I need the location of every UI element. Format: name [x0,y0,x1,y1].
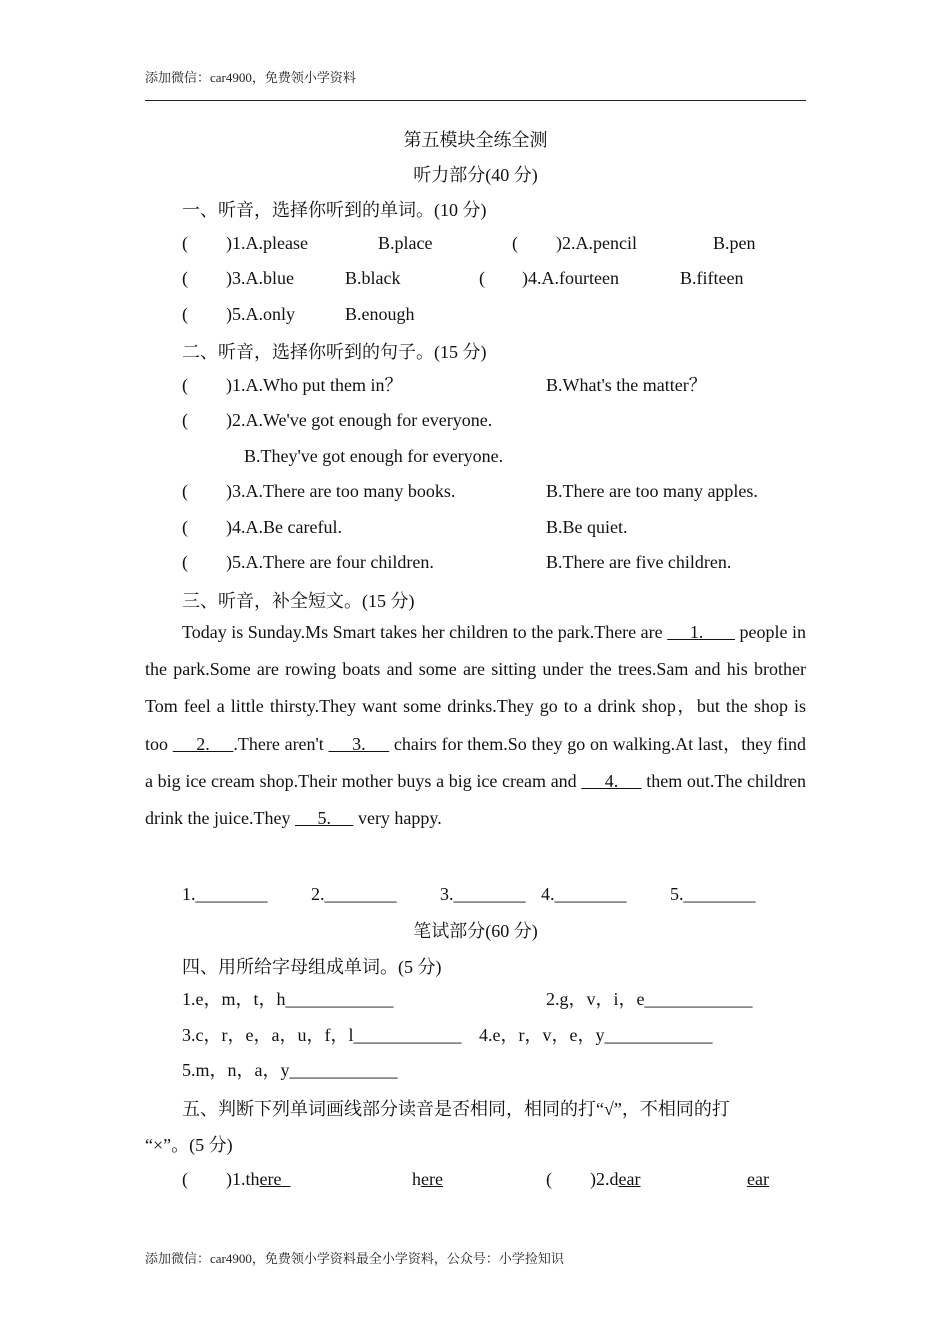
answer-5[interactable]: 5.________ [670,884,756,904]
cloze-passage [145,614,806,837]
answer-4[interactable]: 4.________ [541,884,627,904]
section-2-heading: 二、听音，选择你听到的句子。(15 分) [182,342,487,362]
s5-q1-underlined: ere [259,1169,291,1189]
passage-text-2: people in the park.Some are rowing boats and some are sitting under the trees.Sam and his brother Tom feel a little thirsty.They want some drinks.They go to a drink shop，but the shop is too [145,622,807,754]
s4-item-5[interactable]: 5.m，n，a，y____________ [182,1060,398,1080]
passage-text-3: .There aren't [233,733,329,754]
s1-row2-paren: ( [182,268,188,288]
s4-item-4[interactable]: 4.e，r，v，e，y____________ [479,1025,713,1045]
s2-row4-a: )4.A.Be careful. [226,517,342,537]
answer-2[interactable]: 2.________ [311,884,397,904]
s4-item-3[interactable]: 3.c，r，e，a，u，f，l____________ [182,1025,462,1045]
s2-row1-a: )1.A.Who put them in？ [226,375,403,395]
answer-3[interactable]: 3.________ [440,884,526,904]
s5-q1-word [412,1168,443,1190]
blank-2[interactable]: 2. [172,733,234,754]
s5-q1 [226,1168,290,1190]
s1-row2-b: B.black [345,268,401,288]
s1-row2-q: )3.A.blue [226,268,294,288]
s1-row1-paren: ( [182,233,188,253]
s5-q1-prefix: )1.th [226,1169,260,1189]
s4-item-1[interactable]: 1.e，m，t，h____________ [182,989,394,1009]
blank-1[interactable]: 1. [667,622,735,642]
s2-row4-b: B.Be quiet. [546,517,628,537]
s5-q2-word-underlined: ear [747,1169,769,1189]
s1-row1-b2: B.pen [713,233,756,253]
s4-item-2[interactable]: 2.g，v，i，e____________ [546,989,753,1009]
s2-row1-b: B.What's the matter？ [546,375,707,395]
s5-q2-paren: ( [546,1169,552,1189]
s5-q2 [590,1168,640,1190]
s2-row1-paren: ( [182,375,188,395]
s1-row3-b: B.enough [345,304,415,324]
s1-row1-q2: )2.A.pencil [556,233,637,253]
s5-q1-word-prefix: h [412,1169,421,1189]
section-5-heading-line2: “×”。(5 分) [145,1135,233,1155]
s2-row2-b: B.They've got enough for everyone. [244,446,504,466]
s5-q1-paren: ( [182,1169,188,1189]
writing-heading: 笔试部分(60 分) [413,921,538,941]
s1-row1-q: )1.A.please [226,233,308,253]
s5-q2-word [747,1168,769,1190]
s2-row3-paren: ( [182,481,188,501]
s1-row1-paren2: ( [512,233,518,253]
passage-text-1: Today is Sunday.Ms Smart takes her children to the park.There are [182,622,663,642]
s2-row5-paren: ( [182,552,188,572]
s1-row3-paren: ( [182,304,188,324]
s5-q2-underlined: ear [618,1169,641,1189]
passage-text-4: chairs for them.So they go on walking.At last，they find a big ice cream shop.Their mother buys a big ice cream and [145,733,806,791]
answer-1[interactable]: 1.________ [182,884,268,904]
s2-row4-paren: ( [182,517,188,537]
passage-text-6: very happy. [353,808,442,829]
passage-text-5: them out.The children drink the juice.They [145,770,807,829]
s2-row5-a: )5.A.There are four children. [226,552,434,572]
section-4-heading: 四、用所给字母组成单词。(5 分) [182,957,442,977]
s2-row3-b: B.There are too many apples. [546,481,758,501]
section-5-heading-line1: 五、判断下列单词画线部分读音是否相同，相同的打“√”，不相同的打 [182,1099,730,1119]
s1-row1-b: B.place [378,233,433,253]
blank-3[interactable]: 3. [328,733,390,754]
s5-q1-word-underlined: ere [421,1169,443,1189]
section-3-heading: 三、听音，补全短文。(15 分) [182,591,415,611]
listening-heading: 听力部分(40 分) [413,165,538,185]
s1-row3-q: )5.A.only [226,304,295,324]
s2-row3-a: )3.A.There are too many books. [226,481,456,501]
s5-q2-prefix: )2.d [590,1169,619,1189]
header-rule [145,100,806,101]
blank-5[interactable]: 5. [294,808,354,829]
section-1-heading: 一、听音，选择你听到的单词。(10 分) [182,200,487,220]
page-title: 第五模块全练全测 [403,130,548,150]
s2-row5-b: B.There are five children. [546,552,732,572]
s2-row2-paren: ( [182,410,188,430]
s1-row2-q2: )4.A.fourteen [522,268,619,288]
header-note: 添加微信：car4900，免费领小学资料 [145,70,356,85]
s2-row2-a: )2.A.We've got enough for everyone. [226,410,493,430]
s1-row2-paren2: ( [479,268,485,288]
blank-4[interactable]: 4. [581,770,642,791]
footer-note: 添加微信：car4900，免费领小学资料最全小学资料，公众号：小学捡知识 [145,1251,564,1266]
s1-row2-b2: B.fifteen [680,268,744,288]
